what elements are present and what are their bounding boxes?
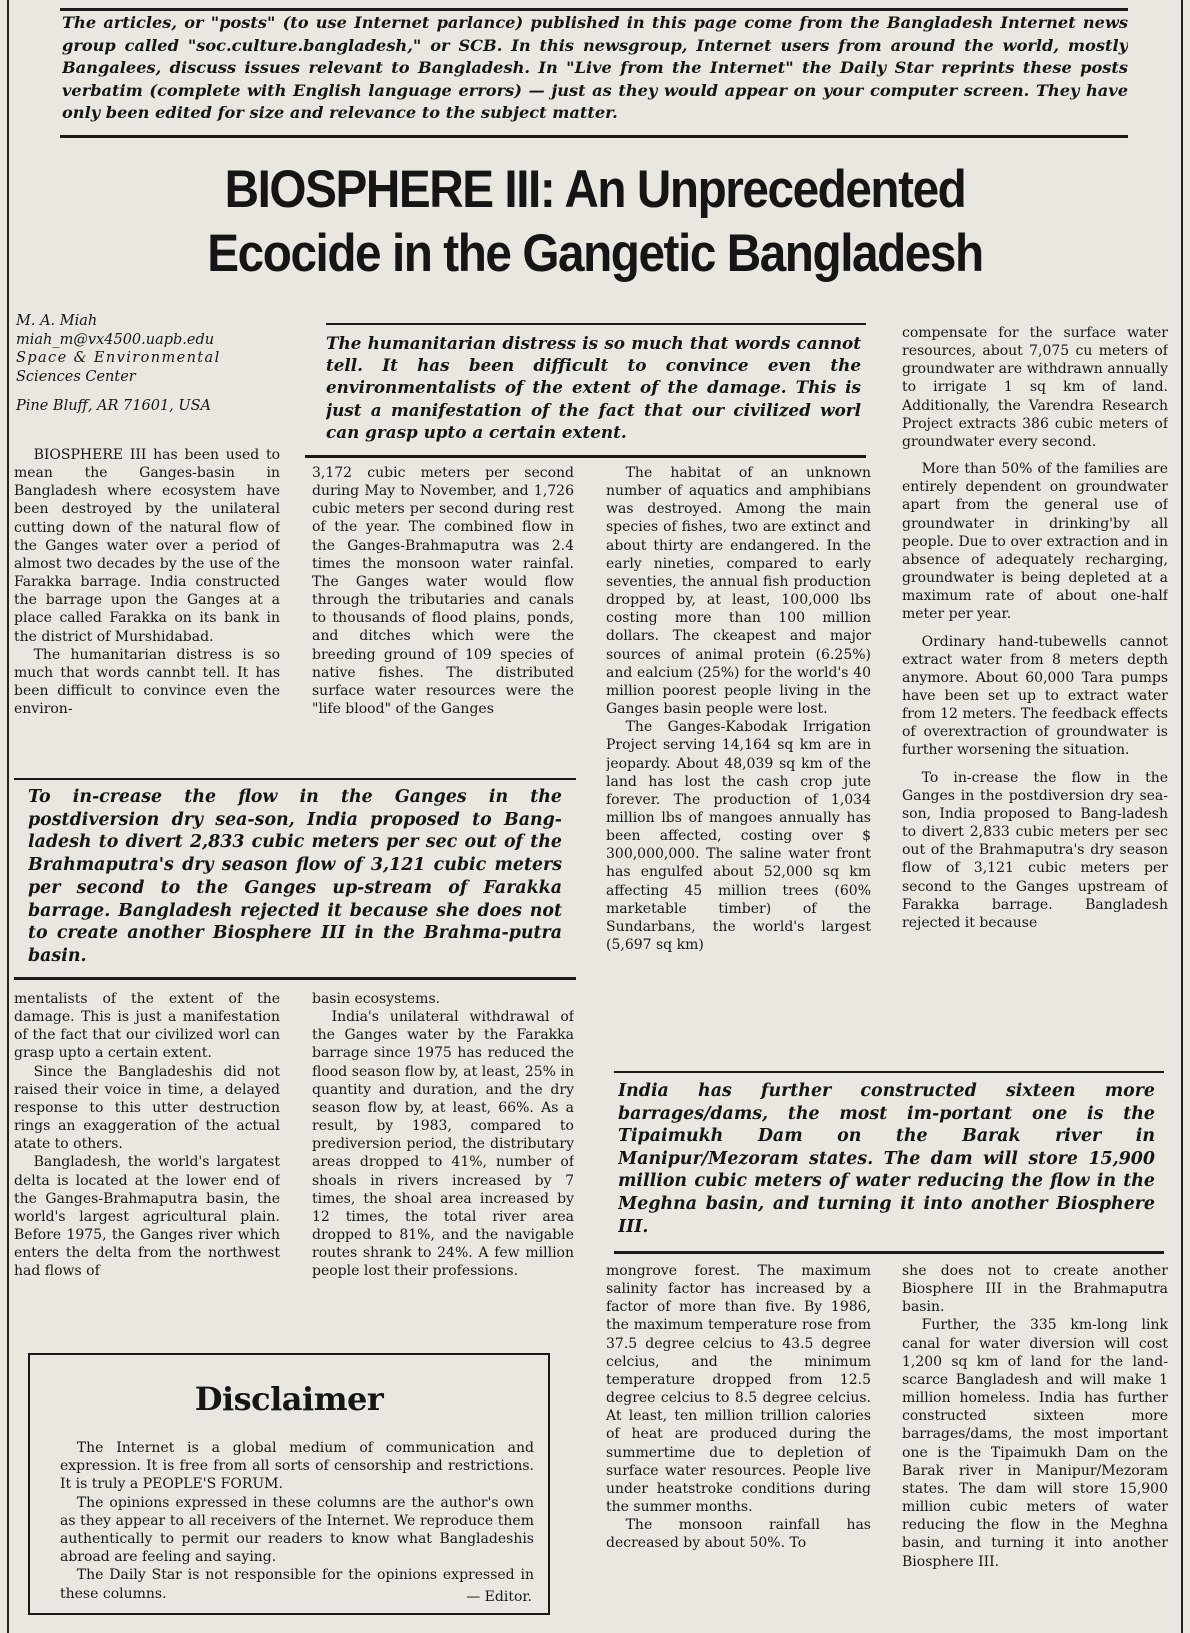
author-org-1: Space & Environmental — [16, 350, 221, 366]
disclaimer-paragraph: The Internet is a global medium of communication and expression. It is free from all sorts of censorship and restrictions. It is truly a PEOPLE'S FORUM. — [60, 1440, 534, 1493]
page-border-left — [7, 0, 9, 1633]
column-3-bottom — [606, 1262, 871, 1628]
pullquote-right: India has further constructed sixteen more barrages/dams, the most im-portant one is the Tipaimukh Dam on the Barak river in Manipur/Mezoram states. The dam will store 15,900 million cubic meters of water reducing the flow in the Meghna basin, and turning it into another Biosphere III. — [618, 1081, 1155, 1236]
author-name: M. A. Miah — [16, 313, 98, 329]
pullquote-top: The humanitarian distress is so much that words cannot tell. It has been difficult to convince even the environmentalists of the extent of the damage. This is just a manifestation of the fact that our civilized worl can grasp upto a certain extent. — [326, 333, 861, 442]
page-border-right — [1181, 0, 1183, 1633]
paragraph: she does not to create another Biosphere III in the Brahmaputra basin. — [902, 1263, 1168, 1316]
author-address: Pine Bluff, AR 71601, USA — [16, 398, 212, 414]
column-1-bottom — [14, 990, 280, 1348]
paragraph: The Ganges-Kabodak Irrigation Project serving 14,164 sq km are in jeopardy. About 48,039 sq km of the land has lost the cash crop jute forever. The production of 1,034 million lbs of mangoes annually has been affected, costing over $ 300,000,000. The saline water front has engulfed about 52,000 sq km affecting 45 million trees (60% marketable timber) of the Sundarbans, the world's largest (5,697 sq km) — [606, 719, 871, 954]
paragraph: basin ecosystems. — [312, 991, 441, 1007]
paragraph: mentalists of the extent of the damage. This is just a manifestation of the fact that our civilized worl can grasp upto a certain extent. — [14, 991, 280, 1062]
pullquote-top-rule-below — [305, 455, 866, 458]
paragraph: 3,172 cubic meters per second during May to November, and 1,726 cubic meters per second during rest of the year. The combined flow in the Ganges-Brahmaputra was 2.4 times the monsoon water rainfal. The Ganges water would flow through the tributaries and canals to thousands of flood plains, ponds, and ditches which were the breeding ground of 109 species of native fishes. The distributed surface water resources were the "life blood" of the Ganges — [312, 465, 574, 718]
column-3-top — [606, 464, 871, 1042]
disclaimer-text — [60, 1439, 534, 1603]
author-email: miah_m@vx4500.uapb.edu — [16, 331, 215, 348]
disclaimer-title: Disclaimer — [194, 1380, 384, 1418]
column-2-bottom — [312, 990, 574, 1348]
pullquote-left: To in-crease the flow in the Ganges in the postdiversion dry sea-son, India proposed to Bang-ladesh to divert 2,833 cubic meters per sec out of the Brahmaputra's dry season flow of 3,121 cubic meters per second to the Ganges up-stream of Farakka barrage. Bangladesh rejected it because she does not to create another Biosphere III in the Brahma-putra basin. — [28, 787, 562, 966]
paragraph: Bangladesh, the world's largatest delta is located at the lower end of the Ganges-Brahmaputra basin, the world's largest agricultural plain. Before 1975, the Ganges river which enters the delta from the northwest had flows of — [14, 1154, 280, 1280]
top-rule — [60, 8, 1128, 11]
author-org-2: Sciences Center — [16, 368, 136, 385]
paragraph: The habitat of an unknown number of aquatics and amphibians was destroyed. Among the main species of fishes, two are extinct and about thirty are endangered. In the early nineties, compared to early seventies, the annual fish production dropped by, at least, 100,000 lbs costing more than 100 million dollars. The ckeapest and major sources of animal protein (6.25%) and ealcium (25%) for the world's 40 million poorest people living in the Ganges basin people were lost. — [606, 465, 871, 718]
column-4-top — [902, 324, 1168, 1042]
byline — [16, 312, 296, 416]
paragraph: mongrove forest. The maximum salinity factor has increased by a factor of more than five. By 1986, the maximum temperature rose from 37.5 degree celcius to 43.5 degree celcius, and the minimum temperature dropped from 12.5 degree celcius to 8.5 degree celcius. At least, ten million trillion calories of heat are produced during the summertime due to depletion of surface water resources. People live under heatstroke conditions during the summer months. — [606, 1263, 871, 1516]
disclaimer-signature: — Editor. — [466, 1589, 532, 1605]
intro-bottom-rule — [60, 135, 1128, 138]
column-4-bottom — [902, 1262, 1168, 1628]
column-2-top — [312, 464, 574, 764]
intro-note: The articles, or "posts" (to use Internet parlance) published in this page come from the Bangladesh Internet news group called "soc.culture.bangladesh," or SCB. In this newsgroup, Internet users from around the world, mostly Bangalees, discuss issues relevant to Bangladesh. In "Live from the Internet" the Daily Star reprints these posts verbatim (complete with English language errors) — just as they would appear on your computer screen. They have only been edited for size and relevance to the subject matter. — [62, 13, 1128, 123]
pullquote-right-rule-below — [614, 1251, 1164, 1254]
paragraph: BIOSPHERE III has been used to mean the Ganges-basin in Bangladesh where ecosystem have been destroyed by the unilateral cutting down of the natural flow of the Ganges water over a period of almost two decades by the use of the Farakka barrage. India constructed the barrage upon the Ganges at a place called Farakka on its bank in the district of Murshidabad. — [14, 447, 280, 645]
pullquote-right-rule-above — [614, 1071, 1164, 1073]
pullquote-left-rule-above — [14, 778, 576, 780]
paragraph: compensate for the surface water resources, about 7,075 cu meters of groundwater are withdrawn annually to irrigate 1 sq km of land. Additionally, the Varendra Research Project extracts 386 cubic meters of groundwater every second. — [902, 325, 1168, 450]
pullquote-left-rule-below — [14, 977, 576, 980]
headline-line-2: Ecocide in the Gangetic Bangladesh — [207, 224, 983, 283]
paragraph: The monsoon rainfall has decreased by about 50%. To — [606, 1517, 871, 1552]
headline — [150, 158, 1041, 286]
paragraph: More than 50% of the families are entirely dependent on groundwater apart from the general use of groundwater in drinking'by all people. Due to over extraction and in absence of adequately recharging, groundwater is being depleted at a maximum rate of about one-half meter per year. — [902, 461, 1168, 623]
disclaimer-box — [28, 1353, 550, 1615]
paragraph: India's unilateral withdrawal of the Ganges water by the Farakka barrage since 1975 has reduced the flood season flow by, at least, 25% in quantity and duration, and the dry season flow by, at least, 66%. As a result, by 1983, compared to prediversion period, the distributary areas dropped to 41%, number of shoals in rivers increased by 7 times, the shoal area increased by 12 times, the total river area dropped to 81%, and the navigable routes shrank to 24%. A few million people lost their professions. — [312, 1009, 574, 1280]
paragraph: The humanitarian distress is so much that words cannbt tell. It has been difficult to convince even the environ- — [14, 646, 280, 718]
paragraph: Ordinary hand-tubewells cannot extract water from 8 meters depth anymore. About 60,000 Tara pumps have been set up to extract water from 12 meters. The feedback effects of overextraction of groundwater is further worsening the situation. — [902, 633, 1168, 759]
headline-line-1: BIOSPHERE III: An Unprecedented — [224, 160, 966, 219]
pullquote-top-rule-above — [326, 323, 866, 325]
paragraph: To in-crease the flow in the Ganges in the postdiversion dry sea-son, India proposed to Bang-ladesh to divert 2,833 cubic meters per sec out of the Brahmaputra's dry season flow of 3,121 cubic meters per second to the Ganges upstream of Farakka barrage. Bangladesh rejected it because — [902, 769, 1168, 931]
disclaimer-paragraph: The Daily Star is not responsible for the opinions expressed in these columns. — [60, 1567, 534, 1602]
column-1-top — [14, 446, 280, 766]
paragraph: Since the Bangladeshis did not raised their voice in time, a delayed response to this utter destruction rings an exaggeration of the actual atate to others. — [14, 1063, 280, 1153]
disclaimer-paragraph: The opinions expressed in these columns are the author's own as they appear to all receivers of the Internet. We reproduce them authentically to permit our readers to know what Bangladeshis abroad are feeling and saying. — [60, 1494, 534, 1566]
paragraph: Further, the 335 km-long link canal for water diversion will cost 1,200 sq km of land for the land-scarce Bangladesh and will make 1 million homeless. India has further constructed sixteen more barrages/dams, the most important one is the Tipaimukh Dam on the Barak river in Manipur/Mezoram states. The dam will store 15,900 million cubic meters of water reducing the flow in the Meghna basin, and turning it into another Biosphere III. — [902, 1317, 1168, 1570]
